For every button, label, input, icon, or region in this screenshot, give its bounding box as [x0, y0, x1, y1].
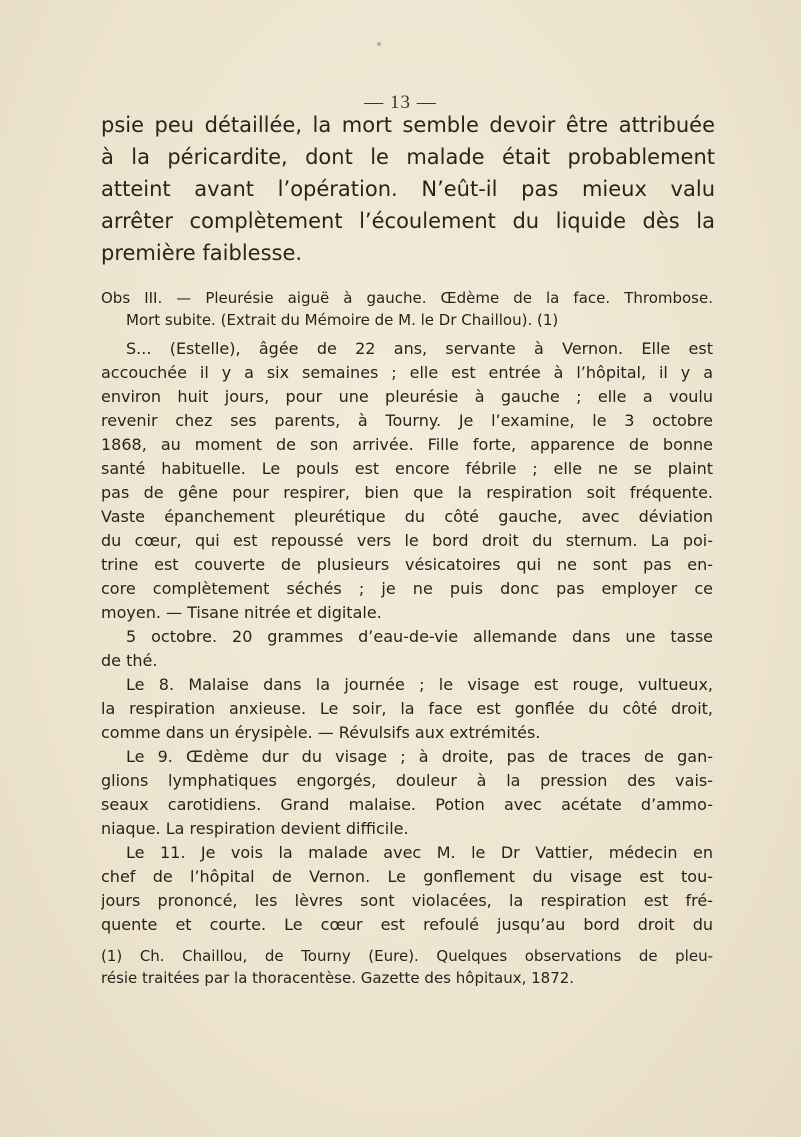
body-line: moyen. — Tisane nitrée et digitale. [101, 603, 382, 622]
body-line: revenir chez ses parents, à Tourny. Je l’examine, le 3 octobre [101, 411, 713, 430]
page-number: — 13 — [364, 92, 437, 113]
observation-heading: Obs III. — Pleurésie aiguë à gauche. Œdème de la face. Thrombose. [101, 289, 713, 307]
body-line: Le 11. Je vois la malade avec M. le Dr Vattier, médecin en [126, 843, 713, 862]
body-line: comme dans un érysipèle. — Révulsifs aux extrémités. [101, 723, 541, 742]
body-line: core complètement séchés ; je ne puis donc pas employer ce [101, 579, 713, 598]
observation-heading: Mort subite. (Extrait du Mémoire de M. le Dr Chaillou). (1) [126, 311, 559, 329]
footnote-line: (1) Ch. Chaillou, de Tourny (Eure). Quelques observations de pleu- [101, 947, 713, 965]
body-line: Le 8. Malaise dans la journée ; le visage est rouge, vultueux, [126, 675, 713, 694]
body-line: la respiration anxieuse. Le soir, la face est gonflée du côté droit, [101, 699, 713, 718]
body-line: accouchée il y a six semaines ; elle est entrée à l’hôpital, il y a [101, 363, 713, 382]
intro-line: psie peu détaillée, la mort semble devoir être attribuée [101, 113, 715, 137]
body-line: S... (Estelle), âgée de 22 ans, servante à Vernon. Elle est [126, 339, 713, 358]
body-line: Vaste épanchement pleurétique du côté gauche, avec déviation [101, 507, 713, 526]
body-line: trine est couverte de plusieurs vésicatoires qui ne sont pas en- [101, 555, 713, 574]
body-line: chef de l’hôpital de Vernon. Le gonflement du visage est tou- [101, 867, 713, 886]
footnote-line: résie traitées par la thoracentèse. Gazette des hôpitaux, 1872. [101, 969, 575, 987]
body-line: pas de gêne pour respirer, bien que la respiration soit fréquente. [101, 483, 713, 502]
body-line: glions lymphatiques engorgés, douleur à la pression des vais- [101, 771, 713, 790]
body-line: quente et courte. Le cœur est refoulé jusqu’au bord droit du [101, 915, 713, 934]
body-line: de thé. [101, 651, 158, 670]
intro-line: à la péricardite, dont le malade était probablement [101, 145, 715, 169]
body-line: Le 9. Œdème dur du visage ; à droite, pas de traces de gan- [126, 747, 713, 766]
intro-line: arrêter complètement l’écoulement du liquide dès la [101, 209, 715, 233]
body-line: niaque. La respiration devient difficile. [101, 819, 409, 838]
body-line: santé habituelle. Le pouls est encore fébrile ; elle ne se plaint [101, 459, 713, 478]
intro-line: première faiblesse. [101, 241, 303, 265]
body-line: environ huit jours, pour une pleurésie à gauche ; elle a voulu [101, 387, 713, 406]
body-line: du cœur, qui est repoussé vers le bord droit du sternum. La poi- [101, 531, 713, 550]
body-line: 5 octobre. 20 grammes d’eau-de-vie allemande dans une tasse [126, 627, 713, 646]
intro-line: atteint avant l’opération. N’eût-il pas mieux valu [101, 177, 715, 201]
body-line: seaux carotidiens. Grand malaise. Potion avec acétate d’ammo- [101, 795, 713, 814]
paper-speck [377, 42, 381, 46]
body-line: 1868, au moment de son arrivée. Fille forte, apparence de bonne [101, 435, 713, 454]
body-line: jours prononcé, les lèvres sont violacées, la respiration est fré- [101, 891, 713, 910]
